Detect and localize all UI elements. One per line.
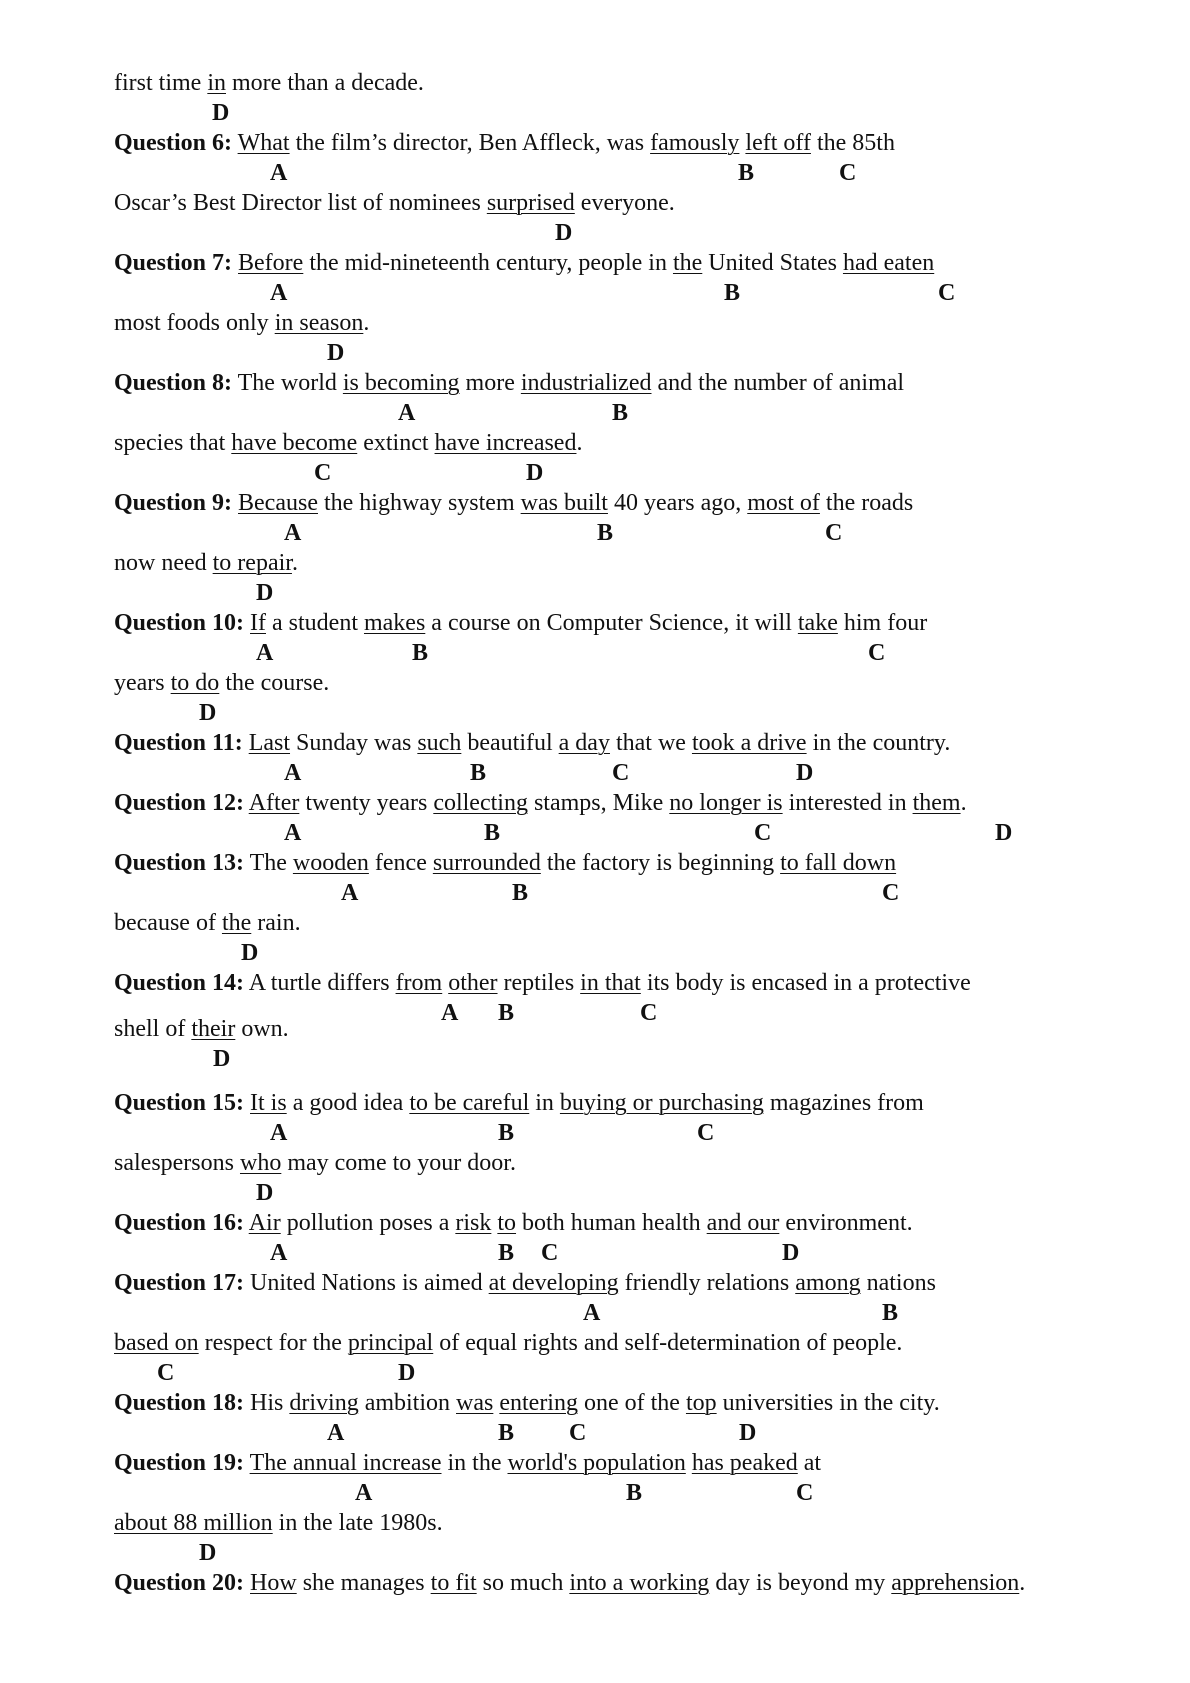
underlined-option: about 88 million — [114, 1510, 273, 1536]
text-line — [114, 1388, 940, 1418]
option-letter-a: A — [284, 520, 302, 546]
underlined-option: risk — [455, 1210, 492, 1236]
sentence-text: more — [459, 370, 521, 396]
sentence-text: shell of — [114, 1016, 192, 1042]
option-letter-a: A — [398, 400, 416, 426]
option-letter-d: D — [555, 220, 573, 246]
sentence-text: friendly relations — [618, 1270, 796, 1296]
sentence-text: United States — [702, 250, 843, 276]
option-letter-d: D — [199, 1540, 217, 1566]
option-letter-a: A — [355, 1480, 373, 1506]
sentence-text: its body is encased in a protective — [640, 970, 971, 996]
text-line — [114, 1328, 902, 1358]
underlined-option: in — [207, 70, 226, 96]
sentence-text: . — [576, 430, 583, 456]
option-letter-a: A — [256, 640, 274, 666]
underlined-option: took a drive — [691, 730, 807, 756]
question-label: Question 6: — [114, 130, 233, 156]
sentence-text: first time — [114, 70, 208, 96]
sentence-text: she manages — [296, 1570, 431, 1596]
underlined-option: take — [797, 610, 838, 636]
option-letter-a: A — [441, 1000, 459, 1026]
sentence-text: and the number of animal — [651, 370, 905, 396]
sentence-text: nations — [860, 1270, 936, 1296]
question-label: Question 11: — [114, 730, 243, 756]
sentence-text: The — [244, 850, 293, 876]
option-letter-c: C — [640, 1000, 658, 1026]
option-letter-b: B — [882, 1300, 899, 1326]
option-letter-d: D — [213, 1046, 231, 1072]
sentence-text: because of — [114, 910, 222, 936]
option-letter-d: D — [199, 700, 217, 726]
sentence-text: United Nations is aimed — [244, 1270, 489, 1296]
sentence-text: in — [529, 1090, 560, 1116]
underlined-option: world's population — [507, 1450, 686, 1476]
option-letter-b: B — [724, 280, 741, 306]
underlined-option: to repair — [212, 550, 292, 576]
question-label: Question 12: — [114, 790, 245, 816]
sentence-text: the factory is beginning — [540, 850, 781, 876]
option-letter-a: A — [284, 760, 302, 786]
underlined-option: to — [497, 1210, 517, 1236]
sentence-text: own. — [235, 1016, 289, 1042]
sentence-text: the highway system — [317, 490, 521, 516]
underlined-option: have become — [231, 430, 358, 456]
option-letter-b: B — [484, 820, 501, 846]
underlined-option: If — [250, 610, 266, 636]
underlined-option: into a working — [569, 1570, 710, 1596]
option-letter-b: B — [612, 400, 629, 426]
question-label: Question 10: — [114, 610, 245, 636]
text-line — [114, 848, 896, 878]
sentence-text: that we — [609, 730, 692, 756]
sentence-text: reptiles — [497, 970, 581, 996]
text-line — [114, 1448, 821, 1478]
question-label: Question 17: — [114, 1270, 245, 1296]
option-letter-c: C — [697, 1120, 715, 1146]
text-line — [114, 908, 301, 938]
question-label: Question 19: — [114, 1450, 245, 1476]
option-letter-a: A — [270, 280, 288, 306]
sentence-text: a good idea — [286, 1090, 410, 1116]
underlined-option: top — [685, 1390, 717, 1416]
text-line — [114, 668, 329, 698]
option-letter-d: D — [526, 460, 544, 486]
option-letter-a: A — [341, 880, 359, 906]
sentence-text: more than a decade. — [226, 70, 424, 96]
underlined-option: wooden — [292, 850, 369, 876]
underlined-option: Last — [248, 730, 291, 756]
sentence-text: Sunday was — [290, 730, 418, 756]
underlined-option: was — [456, 1390, 494, 1416]
option-letter-d: D — [398, 1360, 416, 1386]
text-line — [114, 1088, 924, 1118]
sentence-text: . — [291, 550, 298, 576]
text-line — [114, 1268, 936, 1298]
option-letter-d: D — [796, 760, 814, 786]
question-label: Question 16: — [114, 1210, 245, 1236]
option-letter-d: D — [256, 1180, 274, 1206]
sentence-text: interested in — [782, 790, 913, 816]
option-letter-c: C — [157, 1360, 175, 1386]
underlined-option: left off — [745, 130, 811, 156]
option-letter-c: C — [882, 880, 900, 906]
sentence-text: the film’s director, Ben Affleck, was — [289, 130, 651, 156]
sentence-text: him four — [837, 610, 928, 636]
underlined-option: Before — [238, 250, 304, 276]
underlined-option: who — [239, 1150, 282, 1176]
underlined-option: to fit — [430, 1570, 477, 1596]
option-letter-b: B — [470, 760, 487, 786]
sentence-text: now need — [114, 550, 213, 576]
underlined-option: had eaten — [842, 250, 935, 276]
sentence-text: pollution poses a — [280, 1210, 456, 1236]
sentence-text: everyone. — [574, 190, 675, 216]
text-line — [114, 608, 927, 638]
option-letter-c: C — [314, 460, 332, 486]
sentence-text: ambition — [358, 1390, 457, 1416]
underlined-option: Because — [238, 490, 318, 516]
option-letter-d: D — [739, 1420, 757, 1446]
underlined-option: most of — [747, 490, 820, 516]
option-letter-c: C — [796, 1480, 814, 1506]
sentence-text: twenty years — [299, 790, 434, 816]
question-label: Question 18: — [114, 1390, 245, 1416]
underlined-option: was built — [520, 490, 608, 516]
sentence-text: the mid-nineteenth century, people in — [303, 250, 673, 276]
sentence-text: a course on Computer Science, it will — [425, 610, 798, 636]
sentence-text: rain. — [251, 910, 301, 936]
text-line — [114, 188, 675, 218]
underlined-option: It is — [250, 1090, 287, 1116]
sentence-text: . — [363, 310, 370, 336]
sentence-text: respect for the — [198, 1330, 348, 1356]
option-letter-d: D — [327, 340, 345, 366]
underlined-option: has peaked — [691, 1450, 798, 1476]
sentence-text: in the country. — [806, 730, 951, 756]
sentence-text: A turtle differs — [244, 970, 396, 996]
sentence-text: magazines from — [763, 1090, 924, 1116]
question-label: Question 20: — [114, 1570, 245, 1596]
option-letter-a: A — [270, 1240, 288, 1266]
option-letter-c: C — [868, 640, 886, 666]
option-letter-d: D — [241, 940, 259, 966]
option-letter-c: C — [825, 520, 843, 546]
option-letter-c: C — [541, 1240, 559, 1266]
text-line — [114, 728, 950, 758]
underlined-option: surrounded — [432, 850, 541, 876]
sentence-text: universities in the city. — [716, 1390, 940, 1416]
option-letter-c: C — [754, 820, 772, 846]
option-letter-a: A — [583, 1300, 601, 1326]
text-line — [114, 248, 934, 278]
underlined-option: entering — [499, 1390, 578, 1416]
underlined-option: to be careful — [409, 1090, 530, 1116]
sentence-text: may come to your door. — [281, 1150, 516, 1176]
option-letter-c: C — [938, 280, 956, 306]
sentence-text: fence — [368, 850, 433, 876]
text-line — [114, 1014, 289, 1044]
option-letter-d: D — [782, 1240, 800, 1266]
sentence-text: of equal rights and self-determination of people. — [433, 1330, 903, 1356]
underlined-option: principal — [347, 1330, 434, 1356]
option-letter-d: D — [212, 100, 230, 126]
question-label: Question 7: — [114, 250, 233, 276]
sentence-text: The world — [232, 370, 343, 396]
text-line — [114, 128, 895, 158]
text-line — [114, 428, 582, 458]
underlined-option: What — [237, 130, 290, 156]
sentence-text: so much — [476, 1570, 570, 1596]
option-letter-b: B — [626, 1480, 643, 1506]
underlined-option: How — [250, 1570, 297, 1596]
question-label: Question 15: — [114, 1090, 245, 1116]
sentence-text: species that — [114, 430, 232, 456]
sentence-text: . — [960, 790, 967, 816]
sentence-text: His — [244, 1390, 290, 1416]
underlined-option: collecting — [433, 790, 528, 816]
underlined-option: makes — [363, 610, 426, 636]
underlined-option: among — [795, 1270, 861, 1296]
question-label: Question 8: — [114, 370, 233, 396]
underlined-option: have increased — [434, 430, 577, 456]
sentence-text: in the late 1980s. — [272, 1510, 443, 1536]
option-letter-c: C — [839, 160, 857, 186]
underlined-option: based on — [114, 1330, 199, 1356]
sentence-text: in the — [441, 1450, 508, 1476]
underlined-option: the — [672, 250, 703, 276]
underlined-option: After — [248, 790, 300, 816]
sentence-text: day is beyond my — [709, 1570, 892, 1596]
underlined-option: Air — [248, 1210, 281, 1236]
option-letter-b: B — [498, 1420, 515, 1446]
sentence-text: most foods only — [114, 310, 275, 336]
option-letter-a: A — [327, 1420, 345, 1446]
option-letter-b: B — [738, 160, 755, 186]
text-line — [114, 68, 424, 98]
text-line — [114, 1148, 516, 1178]
underlined-option: their — [191, 1016, 236, 1042]
underlined-option: no longer is — [669, 790, 783, 816]
sentence-text: 40 years ago, — [607, 490, 748, 516]
option-letter-a: A — [270, 160, 288, 186]
option-letter-c: C — [569, 1420, 587, 1446]
sentence-text: Oscar’s Best Director list of nominees — [114, 190, 487, 216]
sentence-text: the roads — [819, 490, 914, 516]
sentence-text: environment. — [779, 1210, 913, 1236]
option-letter-b: B — [512, 880, 529, 906]
option-letter-b: B — [597, 520, 614, 546]
underlined-option: in season — [274, 310, 364, 336]
question-label: Question 9: — [114, 490, 233, 516]
underlined-option: surprised — [486, 190, 575, 216]
sentence-text: extinct — [357, 430, 435, 456]
text-line — [114, 368, 904, 398]
text-line — [114, 488, 913, 518]
text-line — [114, 788, 967, 818]
underlined-option: a day — [558, 730, 610, 756]
underlined-option: such — [417, 730, 462, 756]
underlined-option: and our — [706, 1210, 780, 1236]
text-line — [114, 1208, 913, 1238]
underlined-option: industrialized — [520, 370, 652, 396]
option-letter-d: D — [995, 820, 1013, 846]
question-label: Question 14: — [114, 970, 245, 996]
underlined-option: from — [395, 970, 443, 996]
sentence-text: beautiful — [461, 730, 559, 756]
text-line — [114, 308, 369, 338]
underlined-option: driving — [289, 1390, 359, 1416]
underlined-option: them — [912, 790, 961, 816]
underlined-option: to do — [170, 670, 220, 696]
underlined-option: the — [221, 910, 252, 936]
sentence-text: . — [1019, 1570, 1026, 1596]
sentence-text: years — [114, 670, 171, 696]
text-line — [114, 1508, 443, 1538]
text-line — [114, 968, 971, 998]
sentence-text: the course. — [219, 670, 330, 696]
sentence-text: the 85th — [810, 130, 895, 156]
sentence-text: one of the — [577, 1390, 686, 1416]
option-letter-b: B — [498, 1120, 515, 1146]
sentence-text: at — [797, 1450, 822, 1476]
underlined-option: other — [448, 970, 498, 996]
underlined-option: apprehension — [891, 1570, 1020, 1596]
sentence-text: both human health — [516, 1210, 707, 1236]
option-letter-a: A — [284, 820, 302, 846]
underlined-option: buying or purchasing — [559, 1090, 764, 1116]
option-letter-b: B — [412, 640, 429, 666]
underlined-option: famously — [650, 130, 740, 156]
underlined-option: in that — [580, 970, 641, 996]
option-letter-b: B — [498, 1240, 515, 1266]
text-line — [114, 548, 298, 578]
underlined-option: at developing — [488, 1270, 619, 1296]
option-letter-a: A — [270, 1120, 288, 1146]
sentence-text: salespersons — [114, 1150, 240, 1176]
sentence-text: stamps, Mike — [527, 790, 670, 816]
underlined-option: to fall down — [780, 850, 897, 876]
text-line — [114, 1568, 1025, 1598]
sentence-text: a student — [266, 610, 364, 636]
option-letter-b: B — [498, 1000, 515, 1026]
option-letter-c: C — [612, 760, 630, 786]
option-letter-d: D — [256, 580, 274, 606]
question-label: Question 13: — [114, 850, 245, 876]
underlined-option: The annual increase — [249, 1450, 442, 1476]
underlined-option: is becoming — [342, 370, 460, 396]
